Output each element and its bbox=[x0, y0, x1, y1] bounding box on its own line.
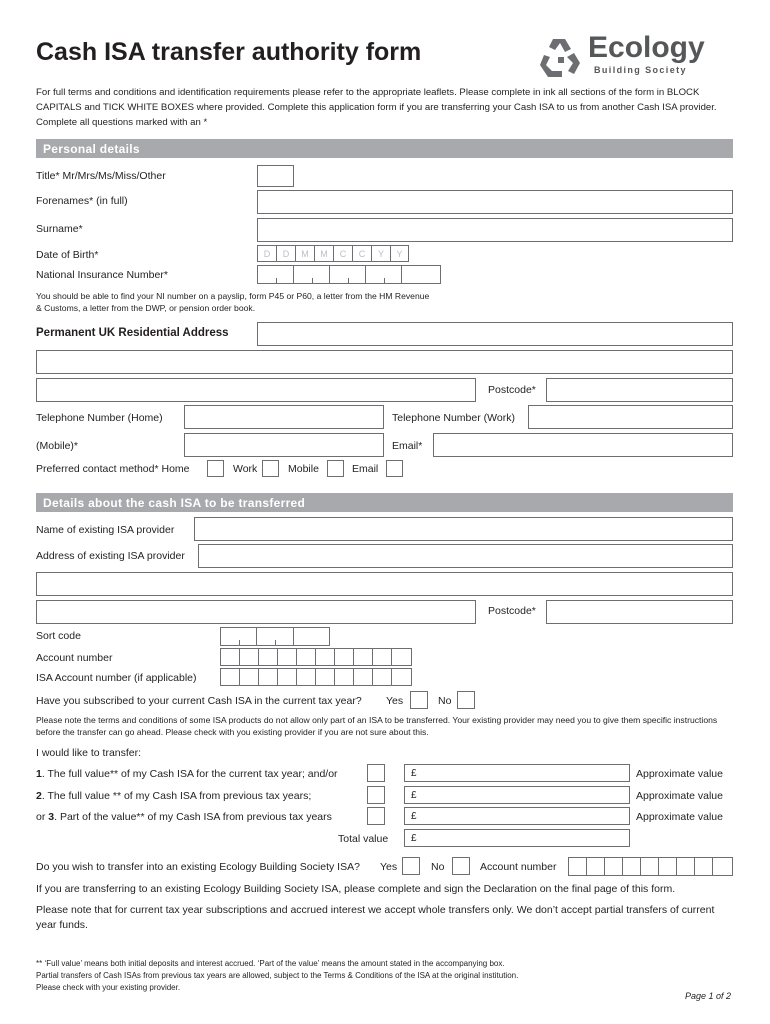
isa-account-label: ISA Account number (if applicable) bbox=[36, 672, 197, 684]
footnote-2: Partial transfers of Cash ISAs from previous tax years are allowed, subject to the Terms & Conditions of the ISA at the original institution. bbox=[36, 971, 519, 980]
existing-no-label: No bbox=[431, 861, 445, 873]
dob-cell[interactable]: C bbox=[334, 246, 353, 261]
intro-text: For full terms and conditions and identification requirements please refer to the appropriate leaflets. Please complete in ink all sections of the form in BLOCK CAPITALS and TICK WHITE BOXES where provided. Complete this application form if you are transferring your Cash ISA to us from another Cash ISA provider. Complete all questions marked with an * bbox=[36, 87, 717, 128]
provider-name-label: Name of existing ISA provider bbox=[36, 524, 175, 536]
provider-postcode-label: Postcode* bbox=[488, 605, 536, 617]
dob-input[interactable] bbox=[257, 245, 409, 262]
option-3-checkbox[interactable] bbox=[367, 807, 385, 825]
section-heading: Personal details bbox=[43, 142, 140, 156]
title-label: Title* Mr/Mrs/Ms/Miss/Other bbox=[36, 170, 166, 182]
provider-address-line-2[interactable] bbox=[36, 572, 733, 596]
pound-sign: £ bbox=[411, 811, 417, 822]
existing-no-checkbox[interactable] bbox=[452, 857, 470, 875]
subscribed-no-label: No bbox=[438, 695, 452, 707]
surname-input[interactable] bbox=[257, 218, 733, 242]
postcode-label: Postcode* bbox=[488, 384, 536, 396]
option-1-label bbox=[36, 769, 338, 780]
pound-sign: £ bbox=[411, 768, 417, 779]
email-input[interactable] bbox=[433, 433, 733, 457]
section-personal-details bbox=[36, 139, 733, 158]
tel-home-label: Telephone Number (Home) bbox=[36, 412, 163, 424]
contact-method-label: Preferred contact method* Home bbox=[36, 463, 190, 475]
dob-cell[interactable]: Y bbox=[372, 246, 391, 261]
contact-email-label: Email bbox=[352, 463, 379, 475]
option-1-text: . The full value** of my Cash ISA for the current tax year; and/or bbox=[41, 768, 338, 780]
tel-home-input[interactable] bbox=[184, 405, 384, 429]
account-number-label: Account number bbox=[36, 652, 113, 664]
dob-cell[interactable]: M bbox=[296, 246, 315, 261]
address-line-3[interactable] bbox=[36, 378, 476, 402]
subscribed-yes-label: Yes bbox=[386, 695, 404, 707]
page-title: Cash ISA transfer authority form bbox=[36, 38, 422, 66]
option-1-number: 1 bbox=[36, 768, 42, 780]
page-number: Page 1 of 2 bbox=[685, 991, 732, 1001]
contact-email-checkbox[interactable] bbox=[386, 460, 403, 477]
contact-work-label: Work bbox=[233, 463, 258, 475]
isa-account-input[interactable] bbox=[220, 668, 412, 686]
title-input[interactable] bbox=[257, 165, 294, 187]
subscribed-yes-checkbox[interactable] bbox=[410, 691, 428, 709]
option-3-approx-label: Approximate value bbox=[636, 811, 723, 823]
brand-logo bbox=[538, 33, 738, 79]
dob-cell[interactable]: D bbox=[258, 246, 277, 261]
dob-cell[interactable]: D bbox=[277, 246, 296, 261]
option-2-label bbox=[36, 791, 311, 802]
surname-label: Surname* bbox=[36, 223, 83, 235]
existing-isa-question: Do you wish to transfer into an existing Ecology Building Society ISA? bbox=[36, 861, 360, 873]
option-2-number: 2 bbox=[36, 790, 42, 802]
section-transfer-details bbox=[36, 493, 733, 512]
ni-label: National Insurance Number* bbox=[36, 269, 168, 281]
whole-transfer-note: Please note that for current tax year subscriptions and accrued interest we accept whole transfers only. We don’t accept partial transfers of current year funds. bbox=[36, 904, 715, 932]
email-label: Email* bbox=[392, 440, 423, 452]
contact-mobile-label: Mobile bbox=[288, 463, 319, 475]
tel-work-input[interactable] bbox=[528, 405, 733, 429]
existing-account-label: Account number bbox=[480, 861, 557, 873]
pound-sign: £ bbox=[411, 833, 417, 844]
provider-postcode-input[interactable] bbox=[546, 600, 733, 624]
footnote-1: ** ‘Full value’ means both initial deposits and interest accrued. ‘Part of the value’ means the amount stated in the accompanying box. bbox=[36, 959, 505, 968]
forenames-input[interactable] bbox=[257, 190, 733, 214]
sort-code-label: Sort code bbox=[36, 630, 81, 642]
tel-work-label: Telephone Number (Work) bbox=[392, 412, 515, 424]
existing-isa-note: If you are transferring to an existing Ecology Building Society ISA, please complete and sign the Declaration on the final page of this form. bbox=[36, 883, 676, 895]
provider-address-line-1[interactable] bbox=[198, 544, 733, 568]
dob-label: Date of Birth* bbox=[36, 249, 99, 261]
sort-code-input[interactable] bbox=[220, 627, 330, 646]
option-1-approx-label: Approximate value bbox=[636, 768, 723, 780]
dob-cell[interactable]: Y bbox=[396, 248, 403, 259]
mobile-input[interactable] bbox=[184, 433, 384, 457]
option-3-amount[interactable] bbox=[404, 807, 630, 825]
provider-address-line-3[interactable] bbox=[36, 600, 476, 624]
brand-name: Ecology bbox=[588, 31, 705, 64]
address-line-2[interactable] bbox=[36, 350, 733, 374]
provider-address-label: Address of existing ISA provider bbox=[36, 550, 185, 562]
ni-number-input[interactable] bbox=[257, 265, 441, 284]
existing-yes-checkbox[interactable] bbox=[402, 857, 420, 875]
option-3-label bbox=[36, 812, 332, 823]
option-1-amount[interactable] bbox=[404, 764, 630, 782]
subscribed-no-checkbox[interactable] bbox=[457, 691, 475, 709]
option-2-text: . The full value ** of my Cash ISA from previous tax years; bbox=[41, 790, 312, 802]
dob-cell[interactable]: C bbox=[353, 246, 372, 261]
option-3-prefix: or bbox=[36, 811, 49, 823]
address-heading: Permanent UK Residential Address bbox=[36, 327, 229, 339]
option-2-approx-label: Approximate value bbox=[636, 790, 723, 802]
existing-yes-label: Yes bbox=[380, 861, 398, 873]
postcode-input[interactable] bbox=[546, 378, 733, 402]
contact-home-checkbox[interactable] bbox=[207, 460, 224, 477]
ni-note: You should be able to find your NI number on a payslip, form P45 or P60, a letter from the HM Revenue & Customs, a letter from the DWP, or pension order book. bbox=[36, 291, 430, 314]
total-value-label: Total value bbox=[338, 833, 389, 845]
account-number-input[interactable] bbox=[220, 648, 412, 666]
address-line-1[interactable] bbox=[257, 322, 733, 346]
option-1-checkbox[interactable] bbox=[367, 764, 385, 782]
option-2-amount[interactable] bbox=[404, 786, 630, 804]
mobile-label: (Mobile)* bbox=[36, 440, 79, 452]
contact-mobile-checkbox[interactable] bbox=[327, 460, 344, 477]
provider-name-input[interactable] bbox=[194, 517, 733, 541]
contact-work-checkbox[interactable] bbox=[262, 460, 279, 477]
option-2-checkbox[interactable] bbox=[367, 786, 385, 804]
existing-account-input[interactable] bbox=[568, 857, 733, 876]
option-3-number: 3 bbox=[48, 811, 55, 823]
partial-transfer-note: Please note the terms and conditions of some ISA products do not allow only part of an ISA to be transferred. Your existing provider may need you to give them specific instructions before the transfer can go ahead. Please check with you existing provider if you are not sure about this. bbox=[36, 715, 718, 738]
forenames-label: Forenames* (in full) bbox=[36, 195, 128, 207]
subscribed-question: Have you subscribed to your current Cash ISA in the current tax year? bbox=[36, 695, 362, 707]
footnote-3: Please check with your existing provider. bbox=[36, 983, 181, 992]
section-heading: Details about the cash ISA to be transferred bbox=[43, 496, 306, 510]
option-3-text: . Part of the value** of my Cash ISA from previous tax years bbox=[54, 811, 332, 823]
brand-subtitle: Building Society bbox=[594, 65, 687, 75]
would-like-label: I would like to transfer: bbox=[36, 747, 142, 759]
pound-sign: £ bbox=[411, 790, 417, 801]
total-value-amount[interactable] bbox=[404, 829, 630, 847]
dob-cell[interactable]: M bbox=[315, 246, 334, 261]
recycle-icon bbox=[538, 35, 584, 79]
